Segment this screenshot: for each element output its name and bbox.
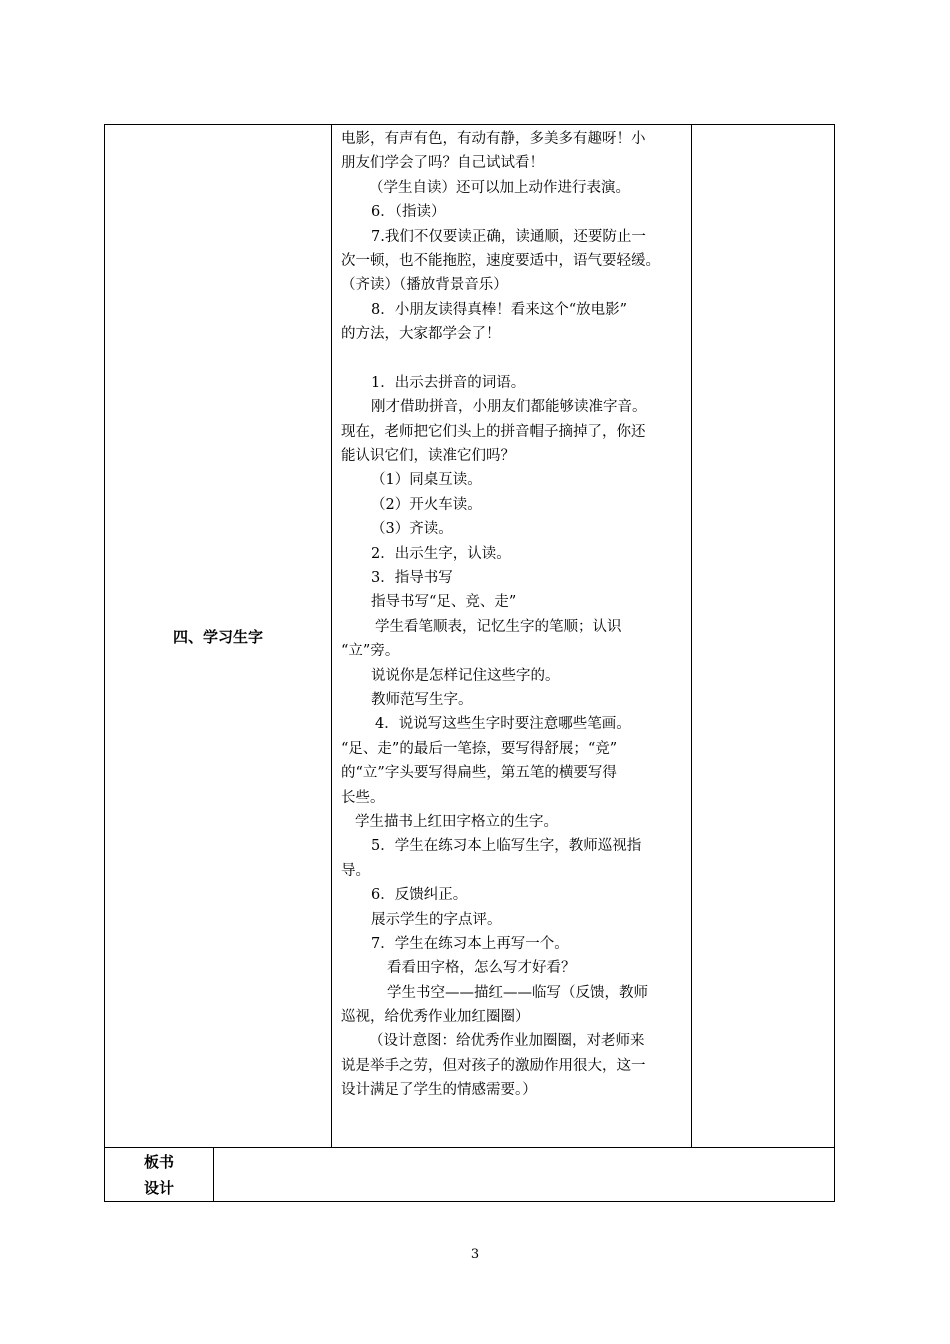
content-line: “立”旁。 — [341, 643, 400, 660]
content-line: 看看田字格，怎么写才好看？ — [387, 960, 576, 977]
content-line — [341, 347, 683, 371]
board-design-row — [105, 1148, 835, 1202]
content-line: 朋友们学会了吗？自己试试看！ — [341, 155, 544, 172]
content-line: （学生自读）还可以加上动作进行表演。 — [369, 179, 630, 196]
content-line: 电影，有声有色，有动有静，多美多有趣呀！小 — [341, 131, 646, 147]
page-number: 3 — [470, 1247, 480, 1262]
content-line: 现在，老师把它们头上的拼音帽子摘掉了，你还 — [341, 423, 646, 440]
content-line: 1．出示去拼音的词语。 — [371, 374, 526, 391]
content-line: 5．学生在练习本上临写生字，教师巡视指 — [371, 838, 642, 855]
content-line: 能认识它们，读准它们吗？ — [341, 448, 515, 465]
content-line: 教师范写生字。 — [371, 691, 473, 708]
board-design-cell — [105, 1148, 835, 1202]
content-line: （2）开火车读。 — [371, 496, 482, 513]
teaching-content-cell — [332, 125, 692, 1148]
section-title: 四、学习生字 — [172, 627, 263, 646]
content-line: 6．（指读） — [371, 204, 446, 221]
content-line: 学生看笔顺表，记忆生字的笔顺；认识 — [375, 618, 622, 635]
content-line: 展示学生的字点评。 — [371, 911, 502, 928]
content-line: 学生书空——描红——临写（反馈，教师 — [387, 984, 648, 1001]
content-line: “足、走”的最后一笔捺，要写得舒展；“竞” — [341, 740, 618, 757]
content-line: 长些。 — [341, 789, 385, 806]
board-label-line1: 板书 — [143, 1152, 174, 1171]
content-line: 刚才借助拼音，小朋友们都能够读准字音。 — [371, 399, 647, 416]
content-line: （设计意图：给优秀作业加圈圈，对老师来 — [369, 1033, 645, 1050]
lesson-plan-table — [104, 124, 835, 1202]
board-design-content-cell — [214, 1148, 835, 1201]
teaching-content — [341, 127, 683, 1103]
content-line: 3．指导书写 — [371, 570, 453, 587]
content-line: （齐读）（播放背景音乐） — [341, 277, 508, 294]
content-line: 8．小朋友读得真棒！看来这个“放电影” — [371, 301, 628, 318]
content-line: 7．学生在练习本上再写一个。 — [371, 935, 569, 952]
board-design-inner — [105, 1148, 834, 1201]
content-line: 指导书写“足、竞、走” — [371, 594, 517, 611]
section-title-cell — [105, 125, 332, 1148]
board-label-line2: 设计 — [143, 1178, 174, 1197]
content-line: 设计满足了学生的情感需要。） — [341, 1082, 537, 1099]
content-line: （3）齐读。 — [371, 521, 453, 538]
lesson-section-row — [105, 125, 835, 1148]
content-line: 7.我们不仅要读正确，读通顺，还要防止一 — [371, 228, 646, 245]
board-design-label-cell — [105, 1148, 214, 1201]
notes-cell — [692, 125, 835, 1148]
content-line: 的“立”字头要写得扁些，第五笔的横要写得 — [341, 765, 617, 782]
content-line: 导。 — [341, 862, 370, 879]
content-line: 2．出示生字，认读。 — [371, 545, 511, 562]
content-line: 6．反馈纠正。 — [371, 887, 468, 904]
content-line: 巡视，给优秀作业加红圈圈） — [341, 1009, 530, 1026]
content-line: 说是举手之劳，但对孩子的激励作用很大，这一 — [341, 1057, 646, 1074]
content-line: （1）同桌互读。 — [371, 472, 482, 489]
content-line: 的方法，大家都学会了！ — [341, 326, 501, 343]
content-line: 学生描书上红田字格立的生字。 — [355, 813, 558, 830]
content-line: 说说你是怎样记住这些字的。 — [371, 667, 560, 684]
content-line: 次一顿，也不能拖腔，速度要适中，语气要轻缓。 — [341, 252, 660, 269]
content-line: 4．说说写这些生字时要注意哪些笔画。 — [375, 716, 631, 733]
